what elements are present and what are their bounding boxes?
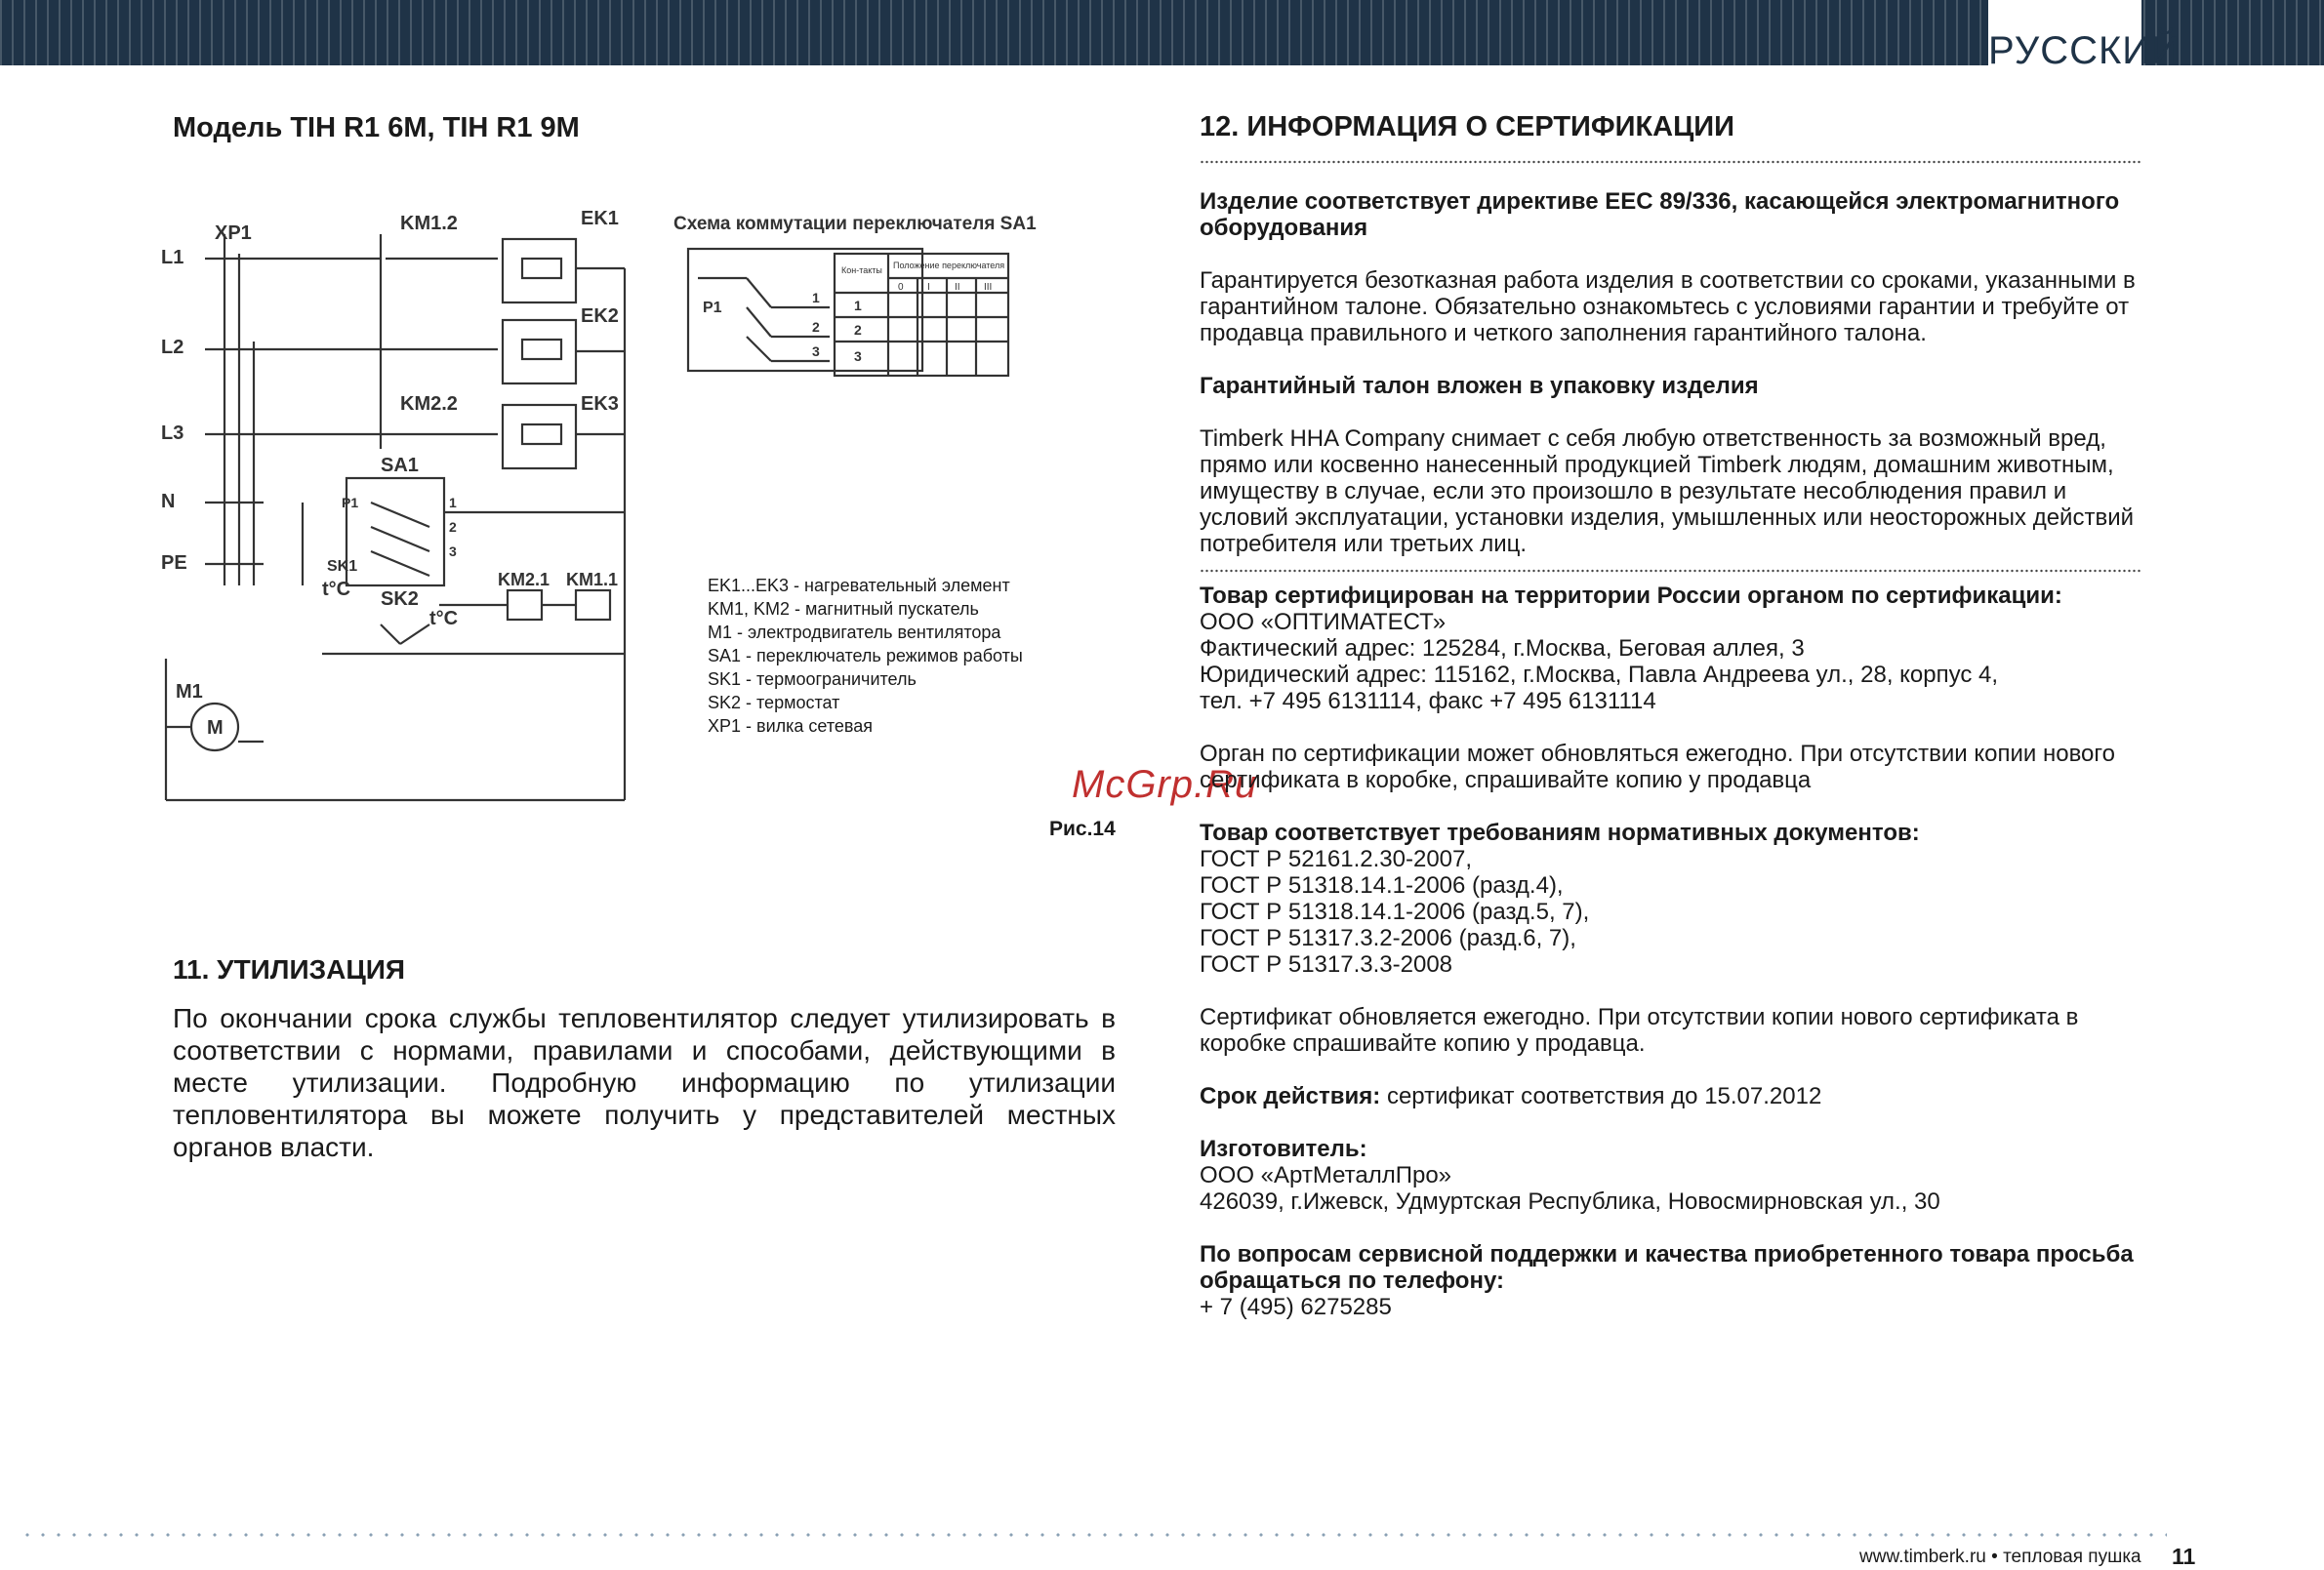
label-tc1: t°C bbox=[322, 579, 351, 600]
norm-item: ГОСТ Р 51317.3.2-2006 (разд.6, 7), bbox=[1200, 925, 1576, 951]
label-sk2: SK2 bbox=[381, 588, 419, 610]
scheme-row-2: 2 bbox=[854, 322, 862, 338]
scheme-pos-0: 0 bbox=[898, 282, 904, 293]
support-heading: По вопросам сервисной поддержки и качества приобретенного товара просьба обращаться по телефону: bbox=[1200, 1241, 2134, 1294]
switch-scheme-title: Схема коммутации переключателя SA1 bbox=[673, 214, 1037, 234]
section-12-title: 12. ИНФОРМАЦИЯ О СЕРТИФИКАЦИИ bbox=[1200, 111, 1734, 142]
norms-heading: Товар соответствует требованиям нормативных документов: bbox=[1200, 820, 1920, 846]
legend-item: KM1, KM2 - магнитный пускатель bbox=[708, 599, 979, 619]
section-11-text: По окончании срока службы тепловентилятор следует утилизировать в соответствии с нормами, правилами и способами, действующими в месте утилизации. Подробную информацию по утилизации тепловентилятора вы можете получить у представителей местных органов власти. bbox=[173, 1003, 1116, 1162]
label-km22: KM2.2 bbox=[400, 393, 458, 415]
label-ek3: EK3 bbox=[581, 393, 619, 415]
label-km21: KM2.1 bbox=[498, 570, 550, 589]
manufacturer-address: 426039, г.Ижевск, Удмуртская Республика, Новосмирновская ул., 30 bbox=[1200, 1188, 1940, 1215]
language-label: РУССКИЙ bbox=[1988, 0, 2141, 76]
contact-3: 3 bbox=[449, 543, 457, 559]
label-pe: PE bbox=[161, 552, 187, 574]
label-l1: L1 bbox=[161, 247, 184, 268]
label-l3: L3 bbox=[161, 423, 184, 444]
footer-text: www.timberk.ru • тепловая пушка bbox=[1859, 1547, 2141, 1567]
label-m1: M1 bbox=[176, 681, 203, 703]
cert-address-actual: Фактический адрес: 125284, г.Москва, Беговая аллея, 3 bbox=[1200, 635, 1805, 662]
footer-dotted-rule bbox=[20, 1532, 2167, 1538]
manufacturer-name: ООО «АртМеталлПро» bbox=[1200, 1162, 1452, 1188]
validity-line bbox=[1200, 1083, 2146, 1109]
figure-caption: Рис.14 bbox=[1049, 818, 1116, 840]
validity-value: сертификат соответствия до 15.07.2012 bbox=[1380, 1083, 1822, 1109]
directive-text: Изделие соответствует директиве EEC 89/336, касающейся электромагнитного оборудования bbox=[1200, 188, 2120, 241]
norm-item: ГОСТ Р 51317.3.3-2008 bbox=[1200, 951, 1453, 978]
scheme-row-3: 3 bbox=[854, 348, 862, 364]
scheme-header-contacts: Кон-такты bbox=[841, 265, 882, 275]
manufacturer-heading: Изготовитель: bbox=[1200, 1136, 1367, 1162]
label-l2: L2 bbox=[161, 337, 184, 358]
legend-item: XP1 - вилка сетевая bbox=[708, 716, 874, 736]
validity-label: Срок действия: bbox=[1200, 1083, 1381, 1109]
dotted-divider bbox=[1200, 160, 2141, 164]
certification-info bbox=[1200, 188, 2146, 1320]
section-11-title: 11. УТИЛИЗАЦИЯ bbox=[173, 954, 406, 985]
legend-item: M1 - электродвигатель вентилятора bbox=[708, 623, 1001, 642]
scheme-pos-3: III bbox=[984, 282, 993, 293]
label-n: N bbox=[161, 491, 176, 512]
watermark: McGrp.Ru bbox=[1072, 763, 1258, 806]
cert-heading: Товар сертифицирован на территории России органом по сертификации: bbox=[1200, 583, 2062, 609]
coupon-text: Гарантийный талон вложен в упаковку изделия bbox=[1200, 373, 1759, 399]
scheme-n1: 1 bbox=[812, 290, 820, 305]
legend-item: SK2 - термостат bbox=[708, 693, 840, 712]
label-sk1: SK1 bbox=[327, 558, 358, 575]
cert-update-text: Орган по сертификации может обновляться ежегодно. При отсутствии копии нового сертификата в коробке, спрашивайте копию у продавца bbox=[1200, 741, 2115, 793]
norm-item: ГОСТ Р 52161.2.30-2007, bbox=[1200, 846, 1473, 872]
label-m: M bbox=[207, 717, 224, 739]
contact-1: 1 bbox=[449, 495, 457, 510]
label-ek1: EK1 bbox=[581, 208, 619, 229]
top-header-bar bbox=[0, 0, 2324, 65]
scheme-row-1: 1 bbox=[854, 298, 862, 313]
annual-update-text: Сертификат обновляется ежегодно. При отсутствии копии нового сертификата в коробке спрашивайте копию у продавца. bbox=[1200, 1004, 2079, 1057]
legend-item: EK1...EK3 - нагревательный элемент bbox=[708, 576, 1010, 595]
legend-item: SK1 - термоограничитель bbox=[708, 669, 917, 689]
page-number: 11 bbox=[2172, 1544, 2196, 1569]
label-ek2: EK2 bbox=[581, 305, 619, 327]
support-phone: + 7 (495) 6275285 bbox=[1200, 1294, 1392, 1320]
cert-org: ООО «ОПТИМАТЕСТ» bbox=[1200, 609, 1447, 635]
legend-item: SA1 - переключатель режимов работы bbox=[708, 646, 1023, 665]
dotted-divider bbox=[1200, 569, 2141, 573]
liability-text: Timberk HHA Company снимает с себя любую ответственность за возможный вред, прямо или косвенно нанесенный продукцией Timberk людям, домашним животным, имуществу в случае, если это произошло в результате несоблюдения правил и условий эксплуатации, установки изделия, умышленных или неосторожных действий потребителя или третьих лиц. bbox=[1200, 425, 2134, 557]
label-sa1: SA1 bbox=[381, 455, 419, 476]
cert-address-legal: Юридический адрес: 115162, г.Москва, Павла Андреева ул., 28, корпус 4, bbox=[1200, 662, 1999, 688]
model-title: Модель TIH R1 6M, TIH R1 9M bbox=[173, 112, 580, 143]
scheme-pos-2: II bbox=[955, 282, 960, 293]
scheme-n3: 3 bbox=[812, 343, 820, 359]
guarantee-text: Гарантируется безотказная работа изделия в соответствии со сроками, указанными в гарантийном талоне. Обязательно ознакомьтесь с условиями гарантии и требуйте от продавца правильного и четкого заполнения гарантийного талона. bbox=[1200, 267, 2136, 346]
diagram-legend bbox=[708, 574, 1023, 738]
contact-2: 2 bbox=[449, 519, 457, 535]
label-p1: P1 bbox=[342, 495, 359, 510]
scheme-n2: 2 bbox=[812, 319, 820, 335]
norm-item: ГОСТ Р 51318.14.1-2006 (разд.4), bbox=[1200, 872, 1564, 899]
label-km11: KM1.1 bbox=[566, 570, 619, 589]
label-km12: KM1.2 bbox=[400, 213, 458, 234]
label-tc2: t°C bbox=[429, 608, 459, 629]
norm-item: ГОСТ Р 51318.14.1-2006 (разд.5, 7), bbox=[1200, 899, 1590, 925]
scheme-p1: P1 bbox=[703, 300, 722, 316]
scheme-header-position: Положение переключателя bbox=[893, 261, 1005, 270]
scheme-pos-1: I bbox=[927, 282, 930, 293]
label-xp1: XP1 bbox=[215, 222, 252, 244]
cert-phone: тел. +7 495 6131114, факс +7 495 6131114 bbox=[1200, 688, 1656, 714]
